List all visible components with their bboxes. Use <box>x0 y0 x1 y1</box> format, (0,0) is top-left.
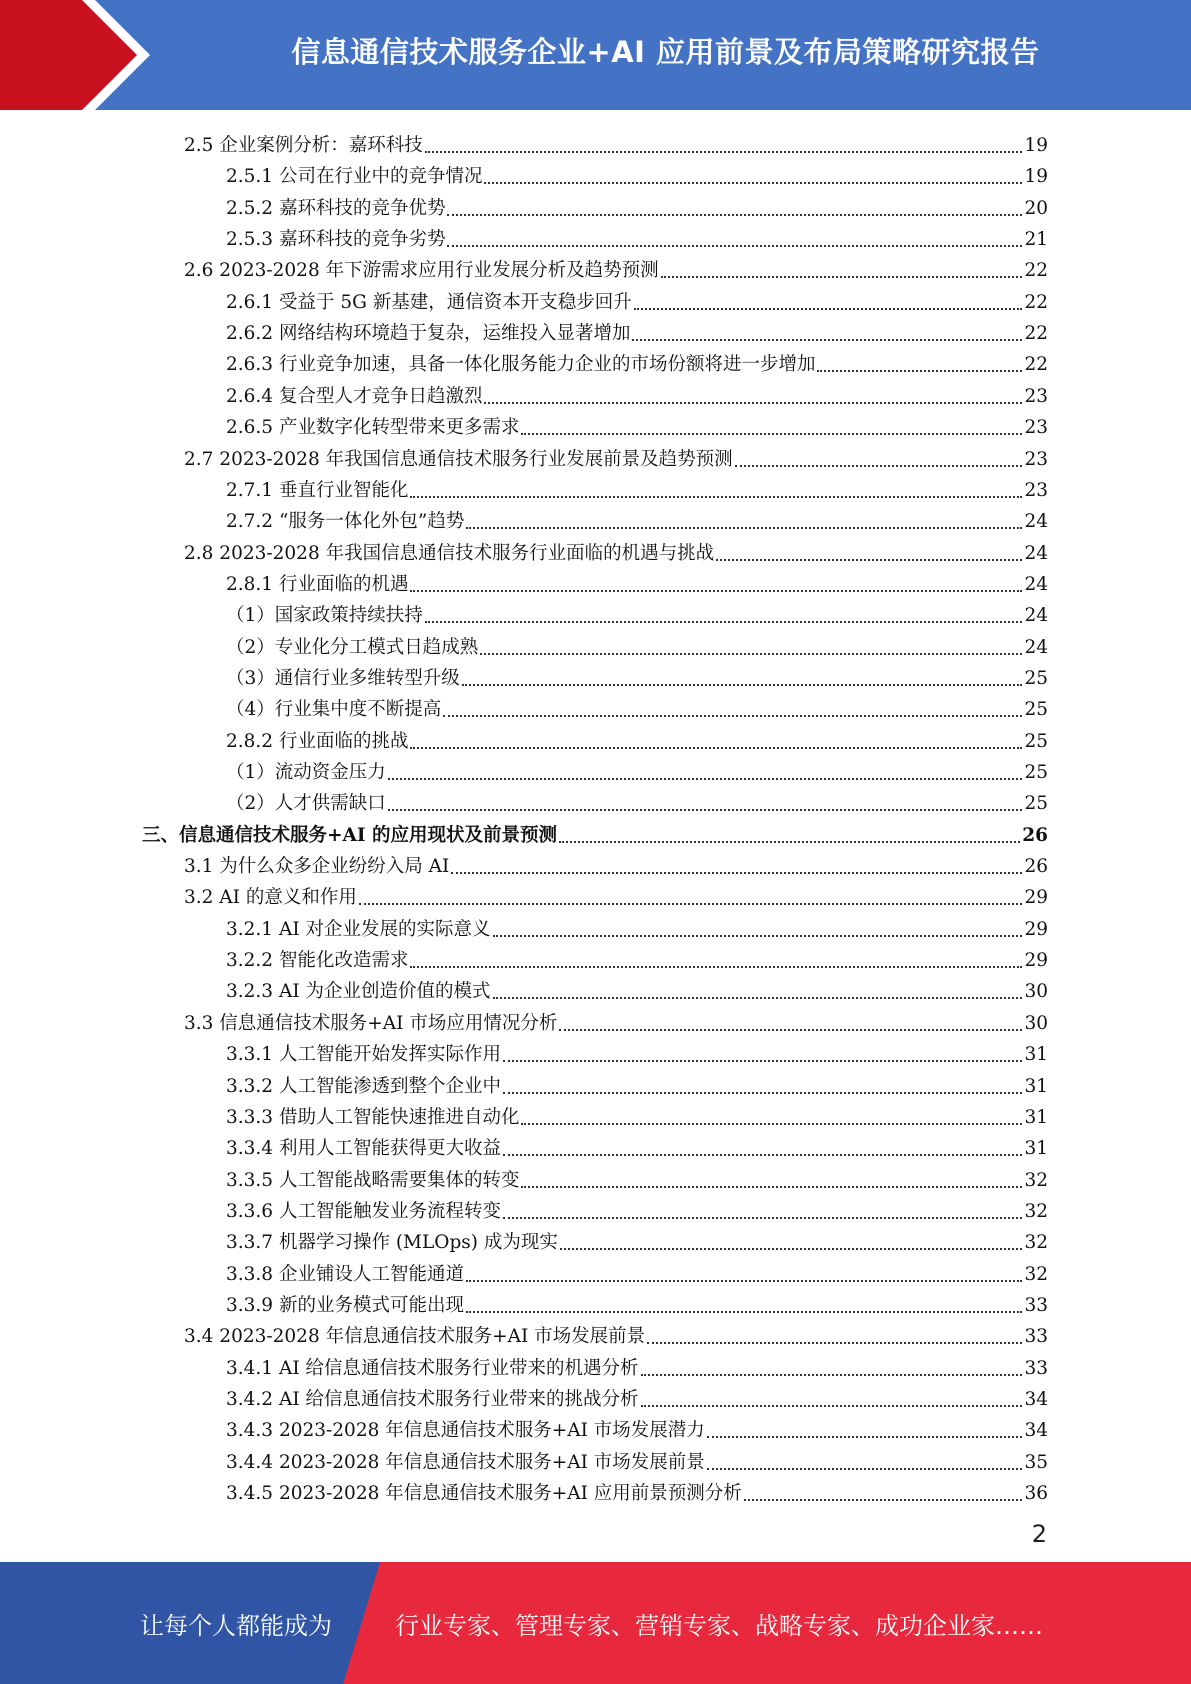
toc-entry-title: 3.1 为什么众多企业纷纷入局 AI <box>184 856 450 878</box>
toc-entry[interactable] <box>226 566 1048 597</box>
toc-entry[interactable] <box>226 378 1048 409</box>
toc-entry[interactable] <box>226 1162 1048 1193</box>
toc-entry[interactable] <box>226 158 1048 189</box>
toc-entry-page: 19 <box>1024 135 1048 156</box>
toc-entry[interactable] <box>226 409 1048 440</box>
toc-entry-title: 2.8.2 行业面临的挑战 <box>226 730 409 752</box>
toc-entry[interactable] <box>226 942 1048 973</box>
toc-entry-page: 19 <box>1024 166 1048 188</box>
toc-entry-title: 3.2.3 AI 为企业创造价值的模式 <box>226 981 491 1003</box>
toc-entry[interactable] <box>226 1475 1048 1506</box>
toc-entry[interactable] <box>184 252 1048 283</box>
toc-entry-page: 25 <box>1024 793 1048 815</box>
toc-entry-page: 34 <box>1024 1389 1048 1410</box>
toc-dot-leader <box>559 1029 1022 1031</box>
toc-entry-page: 21 <box>1024 229 1048 251</box>
toc-dot-leader <box>560 1248 1023 1250</box>
page-header <box>0 0 1191 110</box>
toc-entry[interactable] <box>226 346 1048 377</box>
toc-entry-page: 33 <box>1024 1326 1048 1348</box>
toc-dot-leader <box>425 151 1023 153</box>
toc-entry-title: 3.3.8 企业铺设人工智能通道 <box>226 1263 464 1285</box>
toc-entry-title: 3.3.7 机器学习操作 (MLOps) 成为现实 <box>226 1232 558 1254</box>
toc-entry-title: 2.7.2 “服务一体化外包”趋势 <box>226 511 465 533</box>
toc-entry-page: 32 <box>1024 1169 1048 1191</box>
footer-slogan-right: 行业专家、管理专家、营销专家、战略专家、成功企业家…… <box>395 1611 1043 1640</box>
toc-entry[interactable] <box>226 597 1048 628</box>
toc-entry-page: 23 <box>1024 385 1048 407</box>
toc-dot-leader <box>647 1342 1022 1344</box>
toc-entry[interactable] <box>226 973 1048 1004</box>
toc-entry[interactable] <box>226 660 1048 691</box>
toc-dot-leader <box>443 715 1022 717</box>
toc-entry[interactable] <box>226 785 1048 816</box>
toc-entry[interactable] <box>184 441 1048 472</box>
toc-entry-page: 32 <box>1024 1263 1048 1285</box>
toc-entry[interactable] <box>184 127 1048 158</box>
toc-entry[interactable] <box>226 284 1048 315</box>
toc-dot-leader <box>503 1154 1022 1156</box>
toc-dot-leader <box>466 527 1022 529</box>
toc-entry-page: 24 <box>1024 542 1048 564</box>
toc-entry[interactable] <box>184 848 1048 879</box>
toc-dot-leader <box>661 276 1023 278</box>
toc-entry[interactable] <box>226 1444 1048 1475</box>
toc-entry-page: 29 <box>1024 918 1048 940</box>
toc-entry-title: （2）人才供需缺口 <box>226 793 386 815</box>
toc-dot-leader <box>410 747 1022 749</box>
toc-entry-title: 2.7 2023-2028 年我国信息通信技术服务行业发展前景及趋势预测 <box>184 448 733 470</box>
toc-dot-leader <box>410 966 1022 968</box>
toc-entry[interactable] <box>184 1318 1048 1349</box>
toc-entry-page: 25 <box>1024 699 1048 721</box>
toc-dot-leader <box>716 559 1022 561</box>
toc-entry[interactable] <box>226 1412 1048 1443</box>
toc-entry-title: 2.8 2023-2028 年我国信息通信技术服务行业面临的机遇与挑战 <box>184 542 715 564</box>
toc-entry-title: 3.3 信息通信技术服务+AI 市场应用情况分析 <box>184 1012 558 1034</box>
toc-entry-title: 2.6.2 网络结构环境趋于复杂，运维投入显著增加 <box>226 323 631 345</box>
toc-entry-page: 31 <box>1024 1106 1048 1128</box>
toc-entry-title: 2.7.1 垂直行业智能化 <box>226 479 409 501</box>
toc-entry[interactable] <box>226 1224 1048 1255</box>
toc-entry[interactable] <box>142 817 1048 848</box>
toc-dot-leader <box>521 1186 1022 1188</box>
toc-dot-leader <box>707 1436 1023 1438</box>
toc-dot-leader <box>521 433 1022 435</box>
toc-dot-leader <box>744 1499 1023 1501</box>
toc-entry-title: 2.5.3 嘉环科技的竞争劣势 <box>226 229 446 251</box>
toc-entry-title: 2.6 2023-2028 年下游需求应用行业发展分析及趋势预测 <box>184 260 659 282</box>
toc-entry-page: 26 <box>1022 824 1048 846</box>
toc-dot-leader <box>466 1280 1022 1282</box>
report-title: 信息通信技术服务企业+AI 应用前景及布局策略研究报告 <box>291 34 1040 69</box>
toc-dot-leader <box>632 339 1022 341</box>
toc-dot-leader <box>503 1217 1022 1219</box>
toc-dot-leader <box>559 841 1020 843</box>
toc-entry-page: 25 <box>1024 762 1048 783</box>
toc-entry-title: （3）通信行业多维转型升级 <box>226 667 460 689</box>
page-number: 2 <box>1031 1520 1047 1548</box>
toc-dot-leader <box>462 684 1023 686</box>
toc-entry-title: 2.5 企业案例分析：嘉环科技 <box>184 135 423 156</box>
toc-entry[interactable] <box>226 1381 1048 1412</box>
toc-entry[interactable] <box>226 911 1048 942</box>
toc-entry-title: 3.3.2 人工智能渗透到整个企业中 <box>226 1075 501 1097</box>
toc-entry[interactable] <box>226 1036 1048 1067</box>
toc-entry[interactable] <box>226 1130 1048 1161</box>
toc-entry-title: 2.6.3 行业竞争加速，具备一体化服务能力企业的市场份额将进一步增加 <box>226 354 816 376</box>
toc-entry-title: 2.5.1 公司在行业中的竞争情况 <box>226 166 483 188</box>
toc-entry-title: 3.3.5 人工智能战略需要集体的转变 <box>226 1169 520 1191</box>
toc-dot-leader <box>425 621 1023 623</box>
toc-dot-leader <box>410 590 1022 592</box>
toc-entry-page: 31 <box>1024 1138 1048 1160</box>
toc-entry-page: 22 <box>1024 260 1048 282</box>
toc-entry-page: 26 <box>1024 856 1048 878</box>
toc-dot-leader <box>521 1123 1022 1125</box>
toc-entry-title: 3.4.3 2023-2028 年信息通信技术服务+AI 市场发展潜力 <box>226 1420 705 1442</box>
toc-entry[interactable] <box>226 1350 1048 1381</box>
toc-entry-title: 2.6.1 受益于 5G 新基建，通信资本开支稳步回升 <box>226 291 632 313</box>
toc-entry-title: 3.2.2 智能化改造需求 <box>226 950 409 972</box>
footer-slogan-left: 让每个人都能成为 <box>140 1611 332 1640</box>
toc-entry[interactable] <box>226 315 1048 346</box>
toc-dot-leader <box>388 778 1023 780</box>
toc-entry[interactable] <box>184 535 1048 566</box>
toc-entry-title: 3.3.4 利用人工智能获得更大收益 <box>226 1138 501 1160</box>
toc-entry-title: （4）行业集中度不断提高 <box>226 699 442 721</box>
toc-entry-page: 30 <box>1024 981 1048 1003</box>
toc-entry-title: 3.2.1 AI 对企业发展的实际意义 <box>226 918 491 940</box>
toc-entry-title: （1）流动资金压力 <box>226 762 386 783</box>
toc-entry-page: 29 <box>1024 950 1048 972</box>
toc-dot-leader <box>484 182 1022 184</box>
toc-entry-title: 3.4.5 2023-2028 年信息通信技术服务+AI 应用前景预测分析 <box>226 1483 742 1505</box>
toc-entry-page: 35 <box>1024 1451 1048 1473</box>
toc-entry[interactable] <box>226 503 1048 534</box>
toc-entry[interactable] <box>226 691 1048 722</box>
toc-entry-title: 3.3.9 新的业务模式可能出现 <box>226 1294 464 1316</box>
toc-entry-page: 24 <box>1024 605 1048 627</box>
toc-entry-page: 22 <box>1024 323 1048 345</box>
toc-dot-leader <box>503 1092 1022 1094</box>
toc-entry-page: 31 <box>1024 1044 1048 1066</box>
toc-dot-leader <box>388 809 1023 811</box>
toc-dot-leader <box>447 245 1022 247</box>
toc-entry-page: 23 <box>1024 448 1048 470</box>
toc-entry[interactable] <box>226 221 1048 252</box>
toc-entry-page: 33 <box>1024 1357 1048 1379</box>
toc-entry-page: 24 <box>1024 636 1048 658</box>
toc-entry-title: 2.8.1 行业面临的机遇 <box>226 573 409 595</box>
toc-entry-page: 22 <box>1024 354 1048 376</box>
toc-entry-page: 20 <box>1024 197 1048 219</box>
toc-entry-title: （2）专业化分工模式日趋成熟 <box>226 636 479 658</box>
toc-dot-leader <box>707 1468 1023 1470</box>
page-footer <box>0 1562 1191 1684</box>
toc-dot-leader <box>735 465 1023 467</box>
toc-entry-page: 32 <box>1024 1200 1048 1222</box>
toc-dot-leader <box>484 402 1022 404</box>
toc-dot-leader <box>503 1060 1022 1062</box>
toc-dot-leader <box>466 1311 1022 1313</box>
toc-entry-page: 36 <box>1024 1483 1048 1505</box>
toc-dot-leader <box>447 214 1022 216</box>
toc-entry[interactable] <box>226 754 1048 785</box>
toc-dot-leader <box>493 935 1023 937</box>
toc-entry[interactable] <box>184 1005 1048 1036</box>
toc-entry-title: 3.3.1 人工智能开始发挥实际作用 <box>226 1044 501 1066</box>
toc-entry-title: 3.3.6 人工智能触发业务流程转变 <box>226 1200 501 1222</box>
red-chevron-decoration <box>0 0 160 110</box>
toc-entry-page: 34 <box>1024 1420 1048 1442</box>
toc-entry-page: 29 <box>1024 887 1048 909</box>
toc-entry[interactable] <box>226 1287 1048 1318</box>
toc-entry-title: 3.4.1 AI 给信息通信技术服务行业带来的机遇分析 <box>226 1357 639 1379</box>
toc-entry[interactable] <box>226 190 1048 221</box>
toc-entry[interactable] <box>226 1068 1048 1099</box>
toc-dot-leader <box>634 308 1023 310</box>
toc-entry-page: 23 <box>1024 417 1048 439</box>
toc-entry[interactable] <box>226 1256 1048 1287</box>
toc-entry-page: 24 <box>1024 511 1048 533</box>
toc-entry-page: 23 <box>1024 479 1048 501</box>
toc-entry-page: 31 <box>1024 1075 1048 1097</box>
toc-entry-title: 2.6.5 产业数字化转型带来更多需求 <box>226 417 520 439</box>
toc-dot-leader <box>641 1405 1023 1407</box>
toc-entry-page: 33 <box>1024 1294 1048 1316</box>
toc-entry[interactable] <box>226 723 1048 754</box>
toc-entry-title: 2.5.2 嘉环科技的竞争优势 <box>226 197 446 219</box>
toc-entry-title: （1）国家政策持续扶持 <box>226 605 423 627</box>
toc-entry-title: 3.4.2 AI 给信息通信技术服务行业带来的挑战分析 <box>226 1389 639 1410</box>
toc-entry-title: 三、信息通信技术服务+AI 的应用现状及前景预测 <box>142 824 557 846</box>
toc-entry-title: 2.6.4 复合型人才竞争日趋激烈 <box>226 385 483 407</box>
toc-entry[interactable] <box>226 629 1048 660</box>
toc-dot-leader <box>359 903 1023 905</box>
toc-entry-title: 3.4.4 2023-2028 年信息通信技术服务+AI 市场发展前景 <box>226 1451 705 1473</box>
toc-dot-leader <box>410 496 1022 498</box>
toc-dot-leader <box>480 653 1022 655</box>
toc-entry[interactable] <box>226 1099 1048 1130</box>
toc-entry-page: 25 <box>1024 667 1048 689</box>
toc-dot-leader <box>451 872 1022 874</box>
toc-entry-title: 3.3.3 借助人工智能快速推进自动化 <box>226 1106 520 1128</box>
toc-entry-title: 3.4 2023-2028 年信息通信技术服务+AI 市场发展前景 <box>184 1326 646 1348</box>
toc-dot-leader <box>817 370 1022 372</box>
toc-entry-page: 22 <box>1024 291 1048 313</box>
toc-entry-page: 24 <box>1024 573 1048 595</box>
toc-entry[interactable] <box>226 1193 1048 1224</box>
toc-entry[interactable] <box>184 879 1048 910</box>
toc-dot-leader <box>493 997 1023 999</box>
toc-dot-leader <box>641 1374 1023 1376</box>
toc-entry-page: 32 <box>1024 1232 1048 1254</box>
toc-entry[interactable] <box>226 472 1048 503</box>
toc-entry-page: 30 <box>1024 1012 1048 1034</box>
toc-entry-title: 3.2 AI 的意义和作用 <box>184 887 357 909</box>
toc-entry-page: 25 <box>1024 730 1048 752</box>
